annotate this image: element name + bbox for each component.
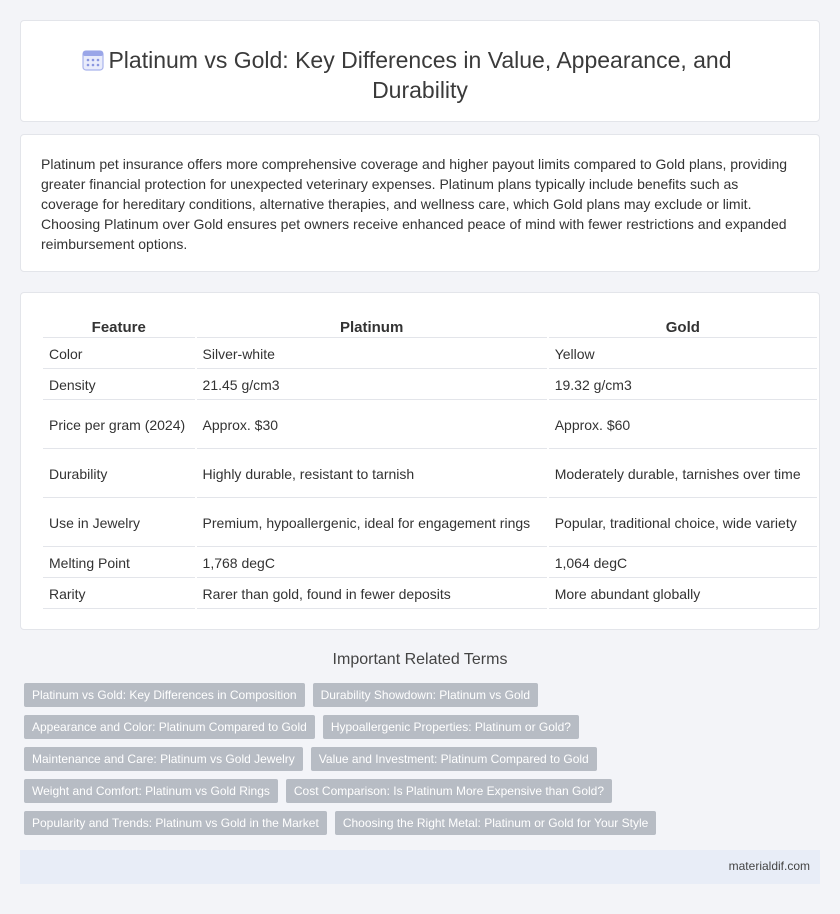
tag-row: [24, 779, 612, 803]
related-tag[interactable]: Choosing the Right Metal: Platinum or Gold for Your Style: [335, 811, 657, 835]
tag-row: [24, 811, 656, 835]
table-row: [43, 340, 817, 369]
header-gold: Gold: [549, 315, 817, 338]
table-cell-platinum: 21.45 g/cm3: [197, 371, 547, 400]
table-cell-feature: Density: [43, 371, 195, 400]
comparison-table: [41, 313, 819, 611]
table-cell-gold: Approx. $60: [549, 402, 817, 449]
related-tag[interactable]: Weight and Comfort: Platinum vs Gold Rings: [24, 779, 278, 803]
table-cell-platinum: Premium, hypoallergenic, ideal for engagement rings: [197, 500, 547, 547]
table-row: [43, 402, 817, 449]
table-cell-feature: Durability: [43, 451, 195, 498]
table-cell-feature: Use in Jewelry: [43, 500, 195, 547]
table-cell-gold: Popular, traditional choice, wide variety: [549, 500, 817, 547]
table-row: [43, 451, 817, 498]
related-tag[interactable]: Appearance and Color: Platinum Compared to Gold: [24, 715, 315, 739]
table-cell-feature: Color: [43, 340, 195, 369]
related-tag[interactable]: Hypoallergenic Properties: Platinum or Gold?: [323, 715, 579, 739]
related-tag[interactable]: Durability Showdown: Platinum vs Gold: [313, 683, 538, 707]
table-header-row: [43, 315, 817, 338]
table-row: [43, 371, 817, 400]
table-row: [43, 549, 817, 578]
intro-paragraph: Platinum pet insurance offers more comprehensive coverage and higher payout limits compared to Gold plans, providing greater financial protection for unexpected veterinary expenses. Platinum plans typically include benefits such as coverage for hereditary conditions, alternative therapies, and wellness care, which Gold plans may exclude or limit. Choosing Platinum over Gold ensures pet owners receive enhanced peace of mind with fewer restrictions and expanded reimbursement options.: [41, 156, 788, 252]
page-title: Platinum vs Gold: Key Differences in Value, Appearance, and Durability: [108, 47, 732, 103]
table-cell-platinum: Rarer than gold, found in fewer deposits: [197, 580, 547, 609]
table-cell-gold: Moderately durable, tarnishes over time: [549, 451, 817, 498]
title-card: [20, 20, 820, 122]
related-tag[interactable]: Value and Investment: Platinum Compared to Gold: [311, 747, 597, 771]
table-cell-gold: Yellow: [549, 340, 817, 369]
related-tag[interactable]: Popularity and Trends: Platinum vs Gold in the Market: [24, 811, 327, 835]
table-cell-feature: Melting Point: [43, 549, 195, 578]
related-tag[interactable]: Platinum vs Gold: Key Differences in Composition: [24, 683, 305, 707]
table-cell-feature: Rarity: [43, 580, 195, 609]
table-cell-gold: More abundant globally: [549, 580, 817, 609]
header-feature: Feature: [43, 315, 195, 338]
tag-row: [24, 747, 597, 771]
tag-row: [24, 683, 538, 707]
table-row: [43, 580, 817, 609]
table-cell-platinum: 1,768 degC: [197, 549, 547, 578]
table-cell-gold: 19.32 g/cm3: [549, 371, 817, 400]
table-cell-platinum: Approx. $30: [197, 402, 547, 449]
tag-row: [24, 715, 579, 739]
related-terms-heading: Important Related Terms: [332, 651, 508, 668]
header-platinum: Platinum: [197, 315, 547, 338]
intro-card: [20, 134, 820, 272]
table-row: [43, 500, 817, 547]
table-cell-feature: Price per gram (2024): [43, 402, 195, 449]
footer: [20, 850, 820, 884]
table-cell-gold: 1,064 degC: [549, 549, 817, 578]
comparison-card: [20, 292, 820, 630]
related-tag[interactable]: Cost Comparison: Is Platinum More Expensive than Gold?: [286, 779, 612, 803]
table-cell-platinum: Silver-white: [197, 340, 547, 369]
footer-site[interactable]: materialdif.com: [728, 859, 810, 873]
table-cell-platinum: Highly durable, resistant to tarnish: [197, 451, 547, 498]
related-tag[interactable]: Maintenance and Care: Platinum vs Gold Jewelry: [24, 747, 303, 771]
